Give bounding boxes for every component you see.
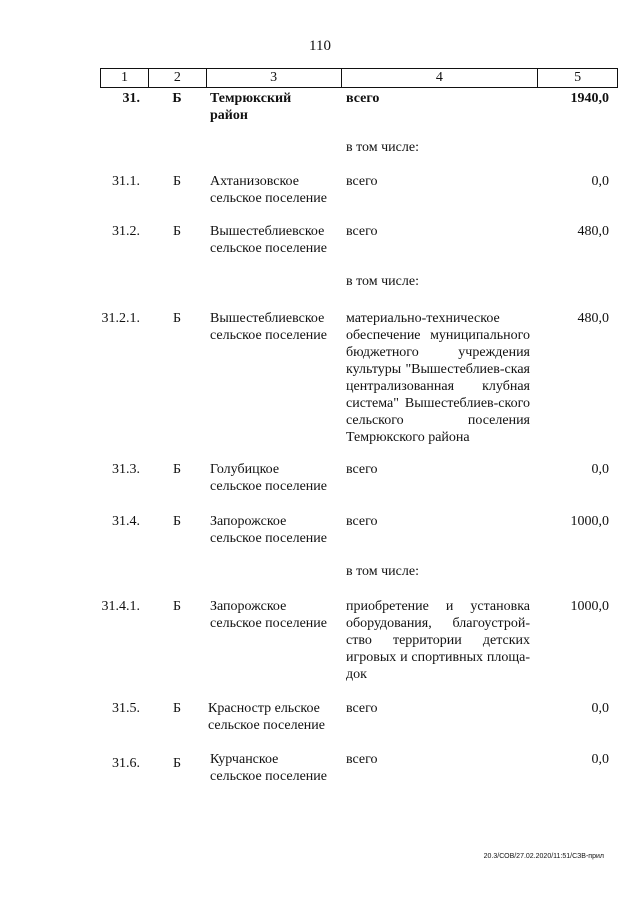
row-number: 31.1. bbox=[112, 174, 140, 189]
header-col-3: 3 bbox=[207, 69, 342, 87]
row-amount: 0,0 bbox=[591, 701, 609, 716]
row-name: Курчанское сельское поселение bbox=[210, 752, 327, 784]
subtotal-label: в том числе: bbox=[346, 274, 419, 289]
row-description: всего bbox=[346, 91, 380, 106]
row-name: Запорожское сельское поселение bbox=[210, 599, 327, 631]
row-amount: 1000,0 bbox=[570, 514, 609, 529]
row-number: 31.6. bbox=[112, 756, 140, 771]
row-amount: 480,0 bbox=[577, 311, 609, 326]
row-number: 31.3. bbox=[112, 462, 140, 477]
row-amount: 1940,0 bbox=[570, 91, 609, 106]
row-number: 31. bbox=[122, 91, 140, 106]
row-number: 31.2. bbox=[112, 224, 140, 239]
row-name: Голубицкое сельское поселение bbox=[210, 462, 327, 494]
row-category: Б bbox=[172, 174, 182, 189]
row-number: 31.5. bbox=[112, 701, 140, 716]
row-category: Б bbox=[172, 91, 182, 106]
row-category: Б bbox=[172, 701, 182, 716]
row-description: всего bbox=[346, 701, 378, 716]
header-col-4: 4 bbox=[342, 69, 539, 87]
row-category: Б bbox=[172, 756, 182, 771]
row-amount: 0,0 bbox=[591, 174, 609, 189]
row-amount: 480,0 bbox=[577, 224, 609, 239]
row-description: всего bbox=[346, 514, 378, 529]
row-description: материально-техническое обеспечение муниципального бюджетного учреждения культуры "Вышестеблиев-ская централизованная клубная система" Вышестеблиев-ского сельского поселения Темрюкского района bbox=[346, 311, 530, 445]
header-col-5: 5 bbox=[574, 70, 582, 85]
row-description: всего bbox=[346, 174, 378, 189]
row-category: Б bbox=[172, 224, 182, 239]
row-number: 31.2.1. bbox=[101, 311, 140, 326]
row-category: Б bbox=[172, 462, 182, 477]
row-description: всего bbox=[346, 224, 378, 239]
row-description: приобретение и установка оборудования, благоустрой-ство территории детских игровых и спортивных площа-док bbox=[346, 599, 530, 682]
document-footer-code: 20.3/СОВ/27.02.2020/11:51/СЗВ-прил bbox=[483, 853, 604, 860]
subtotal-label: в том числе: bbox=[346, 564, 419, 579]
header-col-1: 1 bbox=[101, 69, 149, 87]
page-number: 110 bbox=[309, 38, 331, 54]
row-name: Красностр ельское сельское поселение bbox=[208, 701, 325, 733]
row-number: 31.4.1. bbox=[101, 599, 140, 614]
subtotal-label: в том числе: bbox=[346, 140, 419, 155]
row-name: Вышестеблиевское сельское поселение bbox=[210, 224, 327, 256]
row-name: Темрюкский район bbox=[210, 91, 292, 123]
table-header bbox=[100, 68, 618, 88]
row-amount: 0,0 bbox=[591, 752, 609, 767]
row-amount: 1000,0 bbox=[570, 599, 609, 614]
header-col-2: 2 bbox=[149, 69, 207, 87]
row-name: Вышестеблиевское сельское поселение bbox=[210, 311, 327, 343]
row-name: Запорожское сельское поселение bbox=[210, 514, 327, 546]
row-description: всего bbox=[346, 462, 378, 477]
row-description: всего bbox=[346, 752, 378, 767]
row-amount: 0,0 bbox=[591, 462, 609, 477]
row-name: Ахтанизовское сельское поселение bbox=[210, 174, 327, 206]
row-category: Б bbox=[172, 311, 182, 326]
row-category: Б bbox=[172, 514, 182, 529]
row-category: Б bbox=[172, 599, 182, 614]
row-number: 31.4. bbox=[112, 514, 140, 529]
